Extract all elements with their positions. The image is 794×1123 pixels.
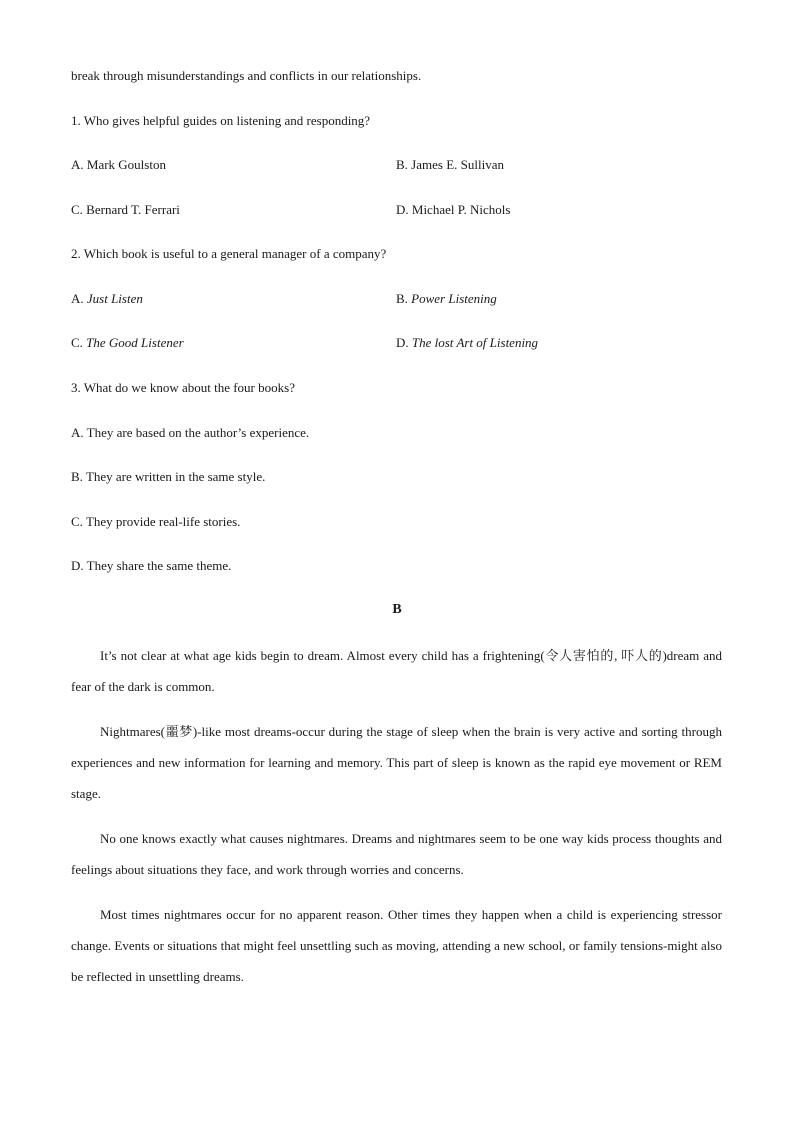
question-2-option-b (396, 291, 497, 307)
option-text: Bernard T. Ferrari (86, 202, 180, 217)
question-3-option-b (71, 469, 265, 485)
section-b-heading: B (392, 602, 402, 617)
option-letter: C. (71, 202, 87, 217)
book-title: The Good Listener (86, 335, 184, 350)
option-letter: D. (396, 202, 412, 217)
option-text: They share the same theme. (86, 558, 232, 573)
question-3-stem: 3. What do we know about the four books? (71, 380, 295, 395)
option-text: They are written in the same style. (85, 469, 266, 484)
option-letter: C. (71, 335, 87, 350)
question-1-stem: 1. Who gives helpful guides on listening and responding? (71, 113, 371, 128)
section-b-paragraph-1: It’s not clear at what age kids begin to dream. Almost every child has a frightening(令人害怕的, 吓人的)dream and fear of the dark is common. (71, 648, 722, 694)
option-letter: B. (396, 157, 412, 172)
option-letter: B. (396, 291, 412, 306)
book-title: Power Listening (411, 291, 497, 306)
question-2-stem: 2. Which book is useful to a general manager of a company? (71, 246, 387, 261)
question-3-option-a (71, 425, 309, 441)
question-3-option-c (71, 514, 240, 530)
question-2-option-d (396, 335, 538, 351)
section-b-paragraph-2: Nightmares(噩梦)-like most dreams-occur during the stage of sleep when the brain is very active and sorting through experiences and new information for learning and memory. This part of sleep is known as the rapid eye movement or REM stage. (71, 724, 722, 801)
section-b-paragraph-4: Most times nightmares occur for no apparent reason. Other times they happen when a child is experiencing stressor change. Events or situations that might feel unsettling such as moving, attending a new school, or family tensions-might also be reflected in unsettling dreams. (71, 907, 722, 984)
option-text: Mark Goulston (86, 157, 166, 172)
option-text: They provide real-life stories. (85, 514, 241, 529)
option-letter: A. (71, 157, 87, 172)
question-2-option-c (71, 335, 184, 351)
section-b-paragraph-3: No one knows exactly what causes nightmares. Dreams and nightmares seem to be one way kids process thoughts and feelings about situations they face, and work through worries and concerns. (71, 831, 722, 877)
option-text: James E. Sullivan (411, 157, 504, 172)
question-3-option-d (71, 558, 231, 574)
question-1-option-d (396, 202, 510, 218)
option-letter: A. (71, 291, 87, 306)
option-text: Michael P. Nichols (411, 202, 511, 217)
option-letter: A. (71, 425, 87, 440)
option-letter: C. (71, 514, 86, 529)
passage-a-closing-line: break through misunderstandings and conflicts in our relationships. (71, 68, 422, 83)
option-letter: D. (71, 558, 87, 573)
book-title: The lost Art of Listening (411, 335, 539, 350)
question-1-option-c (71, 202, 180, 218)
book-title: Just Listen (86, 291, 143, 306)
option-text: They are based on the author’s experience. (86, 425, 310, 440)
question-1-option-a (71, 157, 166, 173)
option-letter: B. (71, 469, 86, 484)
option-letter: D. (396, 335, 412, 350)
question-1-option-b (396, 157, 504, 173)
question-2-option-a (71, 291, 143, 307)
